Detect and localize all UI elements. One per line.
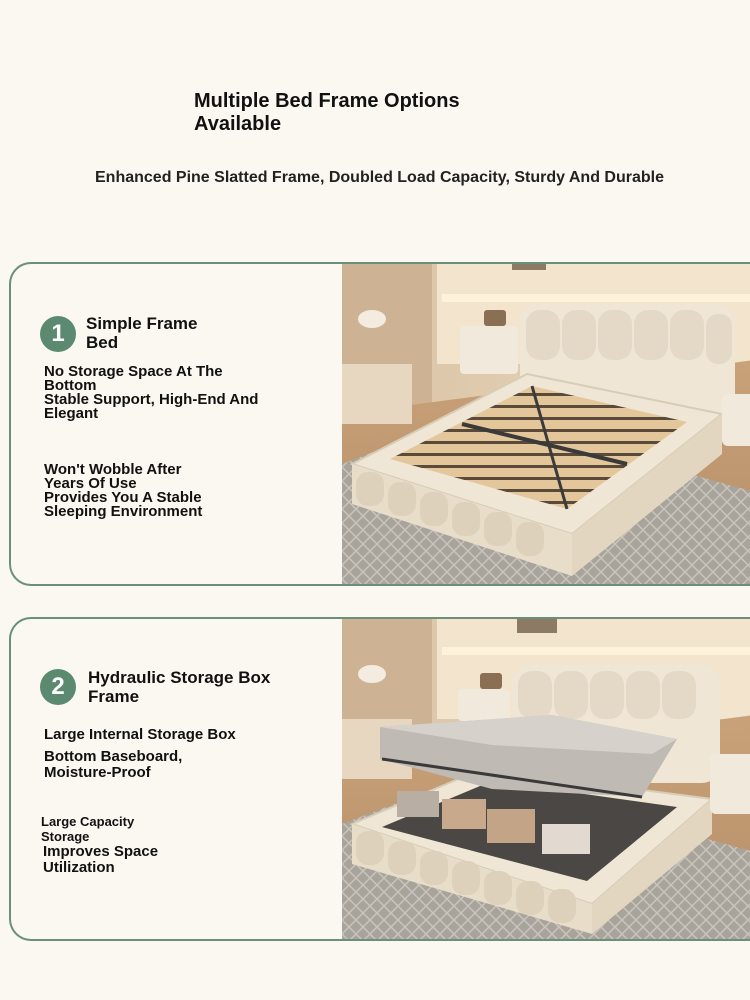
option-heading	[88, 668, 270, 706]
feature-text	[41, 814, 134, 844]
option-number-badge: 2	[40, 669, 76, 705]
feature-text	[43, 844, 158, 876]
option-heading	[86, 314, 198, 352]
feature-line: Large Capacity	[41, 814, 135, 829]
option-card-hydraulic-storage	[9, 617, 750, 941]
page-subtitle: Enhanced Pine Slatted Frame, Doubled Load Capacity, Sturdy And Durable	[95, 169, 664, 186]
feature-line: Provides You A Stable	[44, 489, 202, 506]
feature-text	[44, 463, 181, 491]
feature-text	[44, 728, 236, 742]
option-heading-line-2: Bed	[86, 333, 119, 352]
feature-text	[44, 749, 182, 781]
feature-line: Utilization	[43, 859, 115, 876]
feature-line: Sleeping Environment	[44, 503, 203, 520]
feature-line: Bottom Baseboard,	[44, 748, 183, 765]
option-number-badge: 1	[40, 316, 76, 352]
feature-line: Elegant	[44, 405, 99, 422]
option-heading-line-1: Simple Frame	[86, 314, 198, 333]
simple-frame-bed-photo	[342, 264, 750, 584]
feature-line: Won't Wobble After	[44, 461, 182, 478]
feature-line: Bottom	[44, 377, 97, 394]
option-heading-line-2: Frame	[88, 687, 140, 706]
option-heading-line-1: Hydraulic Storage Box	[88, 668, 271, 687]
page-title-line-1: Multiple Bed Frame Options	[194, 90, 460, 112]
feature-text	[44, 365, 223, 393]
feature-line: Improves Space	[43, 843, 159, 860]
feature-text	[44, 491, 202, 519]
hydraulic-storage-bed-photo	[342, 619, 750, 939]
feature-line: Years Of Use	[44, 475, 137, 492]
page-title	[194, 90, 494, 136]
feature-line: No Storage Space At The	[44, 363, 223, 380]
page-title-line-2: Available	[194, 113, 282, 135]
feature-text	[44, 393, 258, 421]
feature-line: Storage	[41, 829, 90, 844]
option-card-simple-frame	[9, 262, 750, 586]
feature-line: Moisture-Proof	[44, 764, 151, 781]
feature-line: Large Internal Storage Box	[44, 726, 236, 743]
feature-line: Stable Support, High-End And	[44, 391, 259, 408]
